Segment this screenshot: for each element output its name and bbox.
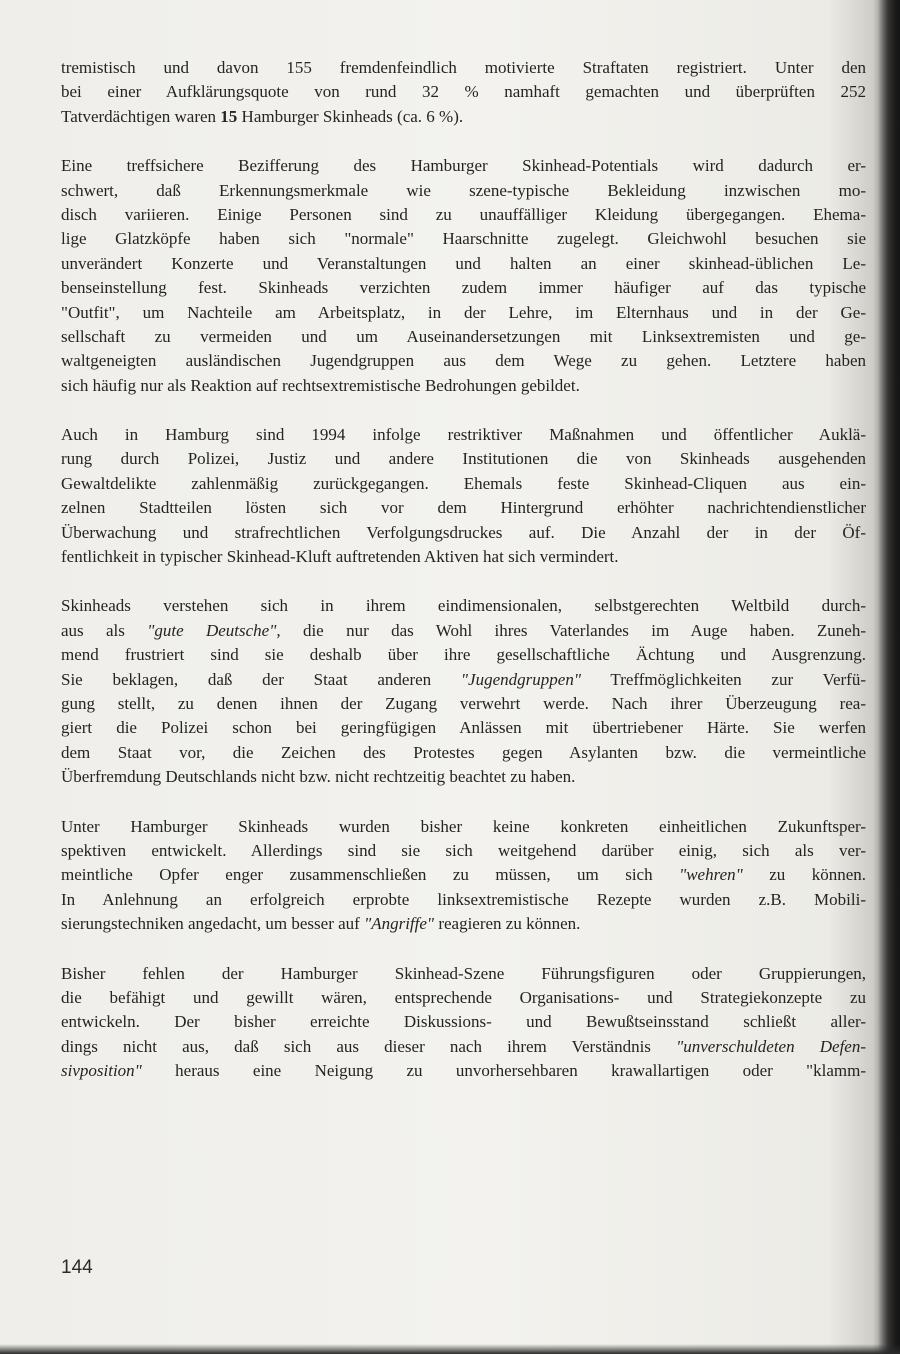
text-line xyxy=(61,765,866,789)
text-segment: Tatverdächtigen waren xyxy=(61,106,221,126)
text-line xyxy=(61,301,866,325)
text-segment: Eine treffsichere Bezifferung des Hamburger Skinhead-Potentials wird dadurch er- xyxy=(61,156,866,176)
text-line xyxy=(61,80,866,104)
text-segment: disch variieren. Einige Personen sind zu unauffälliger Kleidung übergegangen. Ehema- xyxy=(61,204,866,224)
text-line xyxy=(61,619,866,643)
text-line xyxy=(61,521,866,545)
emphasis-text: "gute Deutsche", xyxy=(147,620,281,640)
text-line xyxy=(61,668,866,692)
text-line xyxy=(61,594,866,618)
text-segment: fentlichkeit in typischer Skinhead-Kluft auftretenden Aktiven hat sich vermindert. xyxy=(61,547,619,567)
text-segment: Sie beklagen, daß der Staat anderen xyxy=(61,669,461,689)
text-segment: Treffmöglichkeiten zur Verfü- xyxy=(580,669,866,689)
text-segment: Überfremdung Deutschlands nicht bzw. nicht rechtzeitig beachtet zu haben. xyxy=(61,767,576,787)
text-line xyxy=(61,472,866,496)
text-segment: schwert, daß Erkennungsmerkmale wie szene-typische Bekleidung inzwischen mo- xyxy=(61,180,866,200)
text-line xyxy=(61,692,866,716)
emphasis-text: "Angriffe" xyxy=(364,914,435,934)
text-segment: dings nicht aus, daß sich aus dieser nach ihrem Verständnis xyxy=(61,1036,677,1056)
text-segment: "Outfit", um Nachteile am Arbeitsplatz, in der Lehre, im Elternhaus und in der Ge- xyxy=(61,302,866,322)
text-segment: aus als xyxy=(61,620,148,640)
text-line xyxy=(61,276,866,300)
text-segment: Auch in Hamburg sind 1994 infolge restriktiver Maßnahmen und öffentlicher Auklä- xyxy=(61,425,866,445)
text-segment: waltgeneigten ausländischen Jugendgruppen aus dem Wege zu gehen. Letztere haben xyxy=(61,351,866,371)
text-segment: mend frustriert sind sie deshalb über ihre gesellschaftliche Ächtung und Ausgrenzung. xyxy=(61,645,866,665)
text-segment: meintliche Opfer enger zusammenschließen zu müssen, um sich xyxy=(61,865,680,885)
text-line xyxy=(61,741,866,765)
text-segment: dem Staat vor, die Zeichen des Protestes gegen Asylanten bzw. die vermeintliche xyxy=(61,742,866,762)
emphasis-text: "Jugendgruppen" xyxy=(460,669,581,689)
paragraph xyxy=(61,962,866,1084)
text-line xyxy=(61,863,866,887)
text-line xyxy=(61,986,866,1010)
text-line xyxy=(61,962,866,986)
text-line xyxy=(61,1010,866,1034)
text-segment: tremistisch und davon 155 fremdenfeindlich motivierte Straftaten registriert. Unter den xyxy=(61,58,866,77)
text-line xyxy=(61,252,866,276)
text-line xyxy=(61,203,866,227)
text-segment: unverändert Konzerte und Veranstaltungen und halten an einer skinhead-üblichen Le- xyxy=(61,253,866,273)
text-line xyxy=(61,179,866,203)
text-segment: Bisher fehlen der Hamburger Skinhead-Szene Führungsfiguren oder Gruppierungen, xyxy=(61,963,866,983)
text-segment: sich häufig nur als Reaktion auf rechtsextremistische Bedrohungen gebildet. xyxy=(61,375,580,395)
page-bottom-edge xyxy=(0,1344,900,1354)
text-segment: sierungstechniken angedacht, um besser auf xyxy=(61,914,365,934)
text-segment: giert die Polizei schon bei geringfügigen Anlässen mit übertriebener Härte. Sie werfen xyxy=(61,718,866,738)
text-segment: die befähigt und gewillt wären, entsprechende Organisations- und Strategiekonzepte zu xyxy=(61,987,866,1007)
text-segment: zelnen Stadtteilen lösten sich vor dem Hintergrund erhöhter nachrichtendienstlicher xyxy=(61,498,866,518)
text-line xyxy=(61,105,866,129)
text-line xyxy=(61,374,866,398)
body-text xyxy=(61,56,866,1108)
text-segment: Überwachung und strafrechtlichen Verfolgungsdruckes auf. Die Anzahl der in der Öf- xyxy=(61,522,866,542)
text-segment: die nur das Wohl ihres Vaterlandes im Auge haben. Zuneh- xyxy=(280,620,866,640)
emphasis-text: "wehren" xyxy=(679,865,743,885)
text-segment: In Anlehnung an erfolgreich erprobte linksextremistische Rezepte wurden z.B. Mobili- xyxy=(61,889,866,909)
text-line xyxy=(61,56,866,80)
paragraph xyxy=(61,815,866,937)
page-number: 144 xyxy=(61,1257,93,1278)
bold-text: 15 xyxy=(220,106,238,126)
text-line xyxy=(61,815,866,839)
book-spine-shadow xyxy=(878,0,900,1354)
text-segment: spektiven entwickelt. Allerdings sind sie sich weitgehend darüber einig, sich als ver- xyxy=(61,840,866,860)
text-line xyxy=(61,912,866,936)
text-line xyxy=(61,1059,866,1083)
text-line xyxy=(61,227,866,251)
text-line xyxy=(61,325,866,349)
text-segment: entwickeln. Der bisher erreichte Diskussions- und Bewußtseinsstand schließt aller- xyxy=(61,1012,866,1032)
text-segment: sellschaft zu vermeiden und um Auseinandersetzungen mit Linksextremisten und ge- xyxy=(61,326,866,346)
text-line xyxy=(61,545,866,569)
text-line xyxy=(61,447,866,471)
text-line xyxy=(61,349,866,373)
paragraph xyxy=(61,154,866,398)
paragraph xyxy=(61,423,866,569)
text-segment: lige Glatzköpfe haben sich "normale" Haarschnitte zugelegt. Gleichwohl besuchen sie xyxy=(61,229,866,249)
text-segment: benseinstellung fest. Skinheads verzichten zudem immer häufiger auf das typische xyxy=(61,278,866,298)
text-segment: gung stellt, zu denen ihnen der Zugang verwehrt werde. Nach ihrer Überzeugung rea- xyxy=(61,693,866,713)
text-segment: rung durch Polizei, Justiz und andere Institutionen die von Skinheads ausgehenden xyxy=(61,449,866,469)
text-segment: Skinheads verstehen sich in ihrem eindimensionalen, selbstgerechten Weltbild durch- xyxy=(61,596,866,616)
text-segment: bei einer Aufklärungsquote von rund 32 % namhaft gemachten und überprüften 252 xyxy=(61,82,866,102)
text-line xyxy=(61,154,866,178)
text-segment: Unter Hamburger Skinheads wurden bisher keine konkreten einheitlichen Zukunftsper- xyxy=(61,816,866,836)
text-line xyxy=(61,496,866,520)
text-segment: Hamburger Skinheads (ca. 6 %). xyxy=(237,106,464,126)
paragraph xyxy=(61,56,866,129)
text-line xyxy=(61,716,866,740)
text-line xyxy=(61,888,866,912)
emphasis-text: sivposition" xyxy=(61,1061,142,1081)
text-line xyxy=(61,1035,866,1059)
text-segment: reagieren zu können. xyxy=(434,914,581,934)
text-segment: heraus eine Neigung zu unvorhersehbaren krawallartigen oder "klamm- xyxy=(141,1061,866,1081)
emphasis-text: "unverschuldeten Defen- xyxy=(676,1036,866,1056)
text-line xyxy=(61,643,866,667)
text-line xyxy=(61,423,866,447)
text-line xyxy=(61,839,866,863)
text-segment: zu können. xyxy=(742,865,867,885)
text-segment: Gewaltdelikte zahlenmäßig zurückgegangen. Ehemals feste Skinhead-Cliquen aus ein- xyxy=(61,473,866,493)
paragraph xyxy=(61,594,866,789)
